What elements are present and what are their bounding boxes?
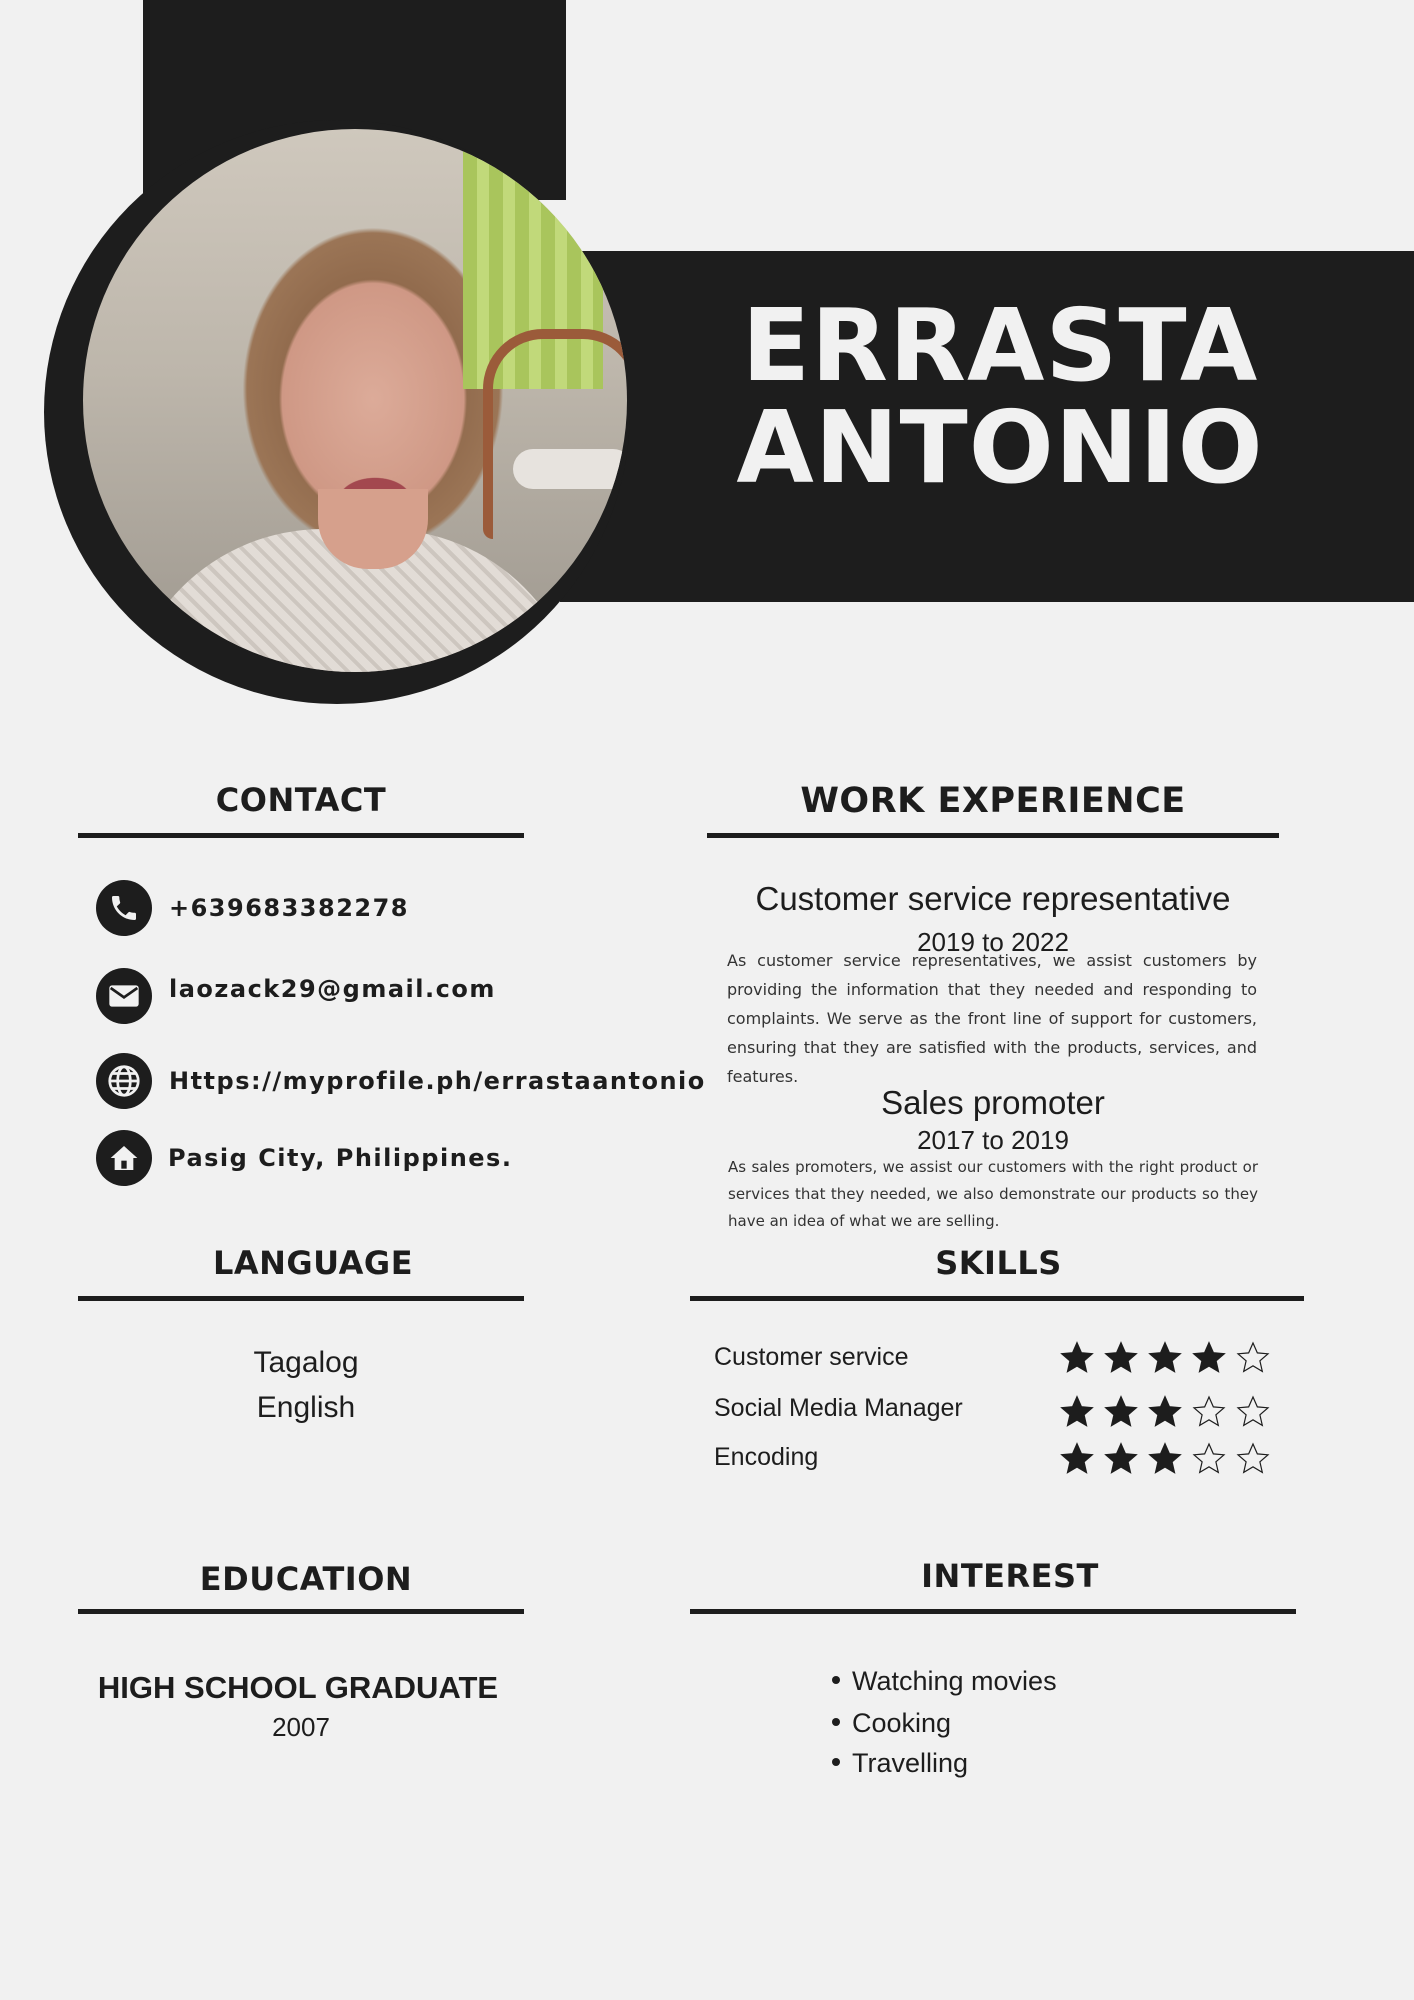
skill-name: Customer service xyxy=(714,1343,909,1371)
star-filled-icon xyxy=(1147,1340,1183,1376)
star-filled-icon xyxy=(1103,1340,1139,1376)
job-title: Sales promoter xyxy=(881,1084,1105,1121)
education-year: 2007 xyxy=(272,1712,330,1742)
star-filled-icon xyxy=(1059,1441,1095,1477)
star-empty-icon xyxy=(1191,1441,1227,1477)
education-degree: HIGH SCHOOL GRADUATE xyxy=(97,1670,499,1705)
skill-name: Encoding xyxy=(714,1443,819,1471)
star-empty-icon xyxy=(1235,1441,1271,1477)
star-filled-icon xyxy=(1059,1394,1095,1430)
star-filled-icon xyxy=(1059,1340,1095,1376)
job-description: As customer service representatives, we assist customers by providing the information that they needed and responding to complaints. We serve as the front line of support for customers, ensuring that they are satisfied with the products, services, and features. xyxy=(727,951,1257,1086)
star-empty-icon xyxy=(1191,1394,1227,1430)
job-years: 2019 to 2022 xyxy=(917,927,1069,957)
star-filled-icon xyxy=(1147,1394,1183,1430)
contact-website[interactable]: Https://myprofile.ph/errastaantonio xyxy=(169,1067,706,1095)
skill-rating xyxy=(1059,1340,1271,1376)
interest-heading: INTEREST xyxy=(921,1557,1099,1595)
star-empty-icon xyxy=(1235,1340,1271,1376)
envelope-icon xyxy=(96,968,152,1024)
star-empty-icon xyxy=(1235,1394,1271,1430)
name-last: ANTONIO xyxy=(736,389,1264,506)
job-description: As sales promoters, we assist our customers with the right product or services that they needed, we also demonstrate our products so they have an idea of what we are selling. xyxy=(728,1158,1258,1230)
contact-phone[interactable]: +639683382278 xyxy=(169,894,409,922)
skills-heading: SKILLS xyxy=(935,1244,1062,1282)
interest-item: Cooking xyxy=(832,1710,951,1737)
star-filled-icon xyxy=(1103,1394,1139,1430)
language-divider xyxy=(78,1296,524,1301)
star-filled-icon xyxy=(1147,1441,1183,1477)
language-item: English xyxy=(256,1391,356,1424)
star-filled-icon xyxy=(1191,1340,1227,1376)
globe-icon xyxy=(96,1053,152,1109)
phone-icon xyxy=(96,880,152,936)
skills-divider xyxy=(690,1296,1304,1301)
education-divider xyxy=(78,1609,524,1614)
work-experience-heading: WORK EXPERIENCE xyxy=(800,781,1186,821)
interest-item: Watching movies xyxy=(832,1668,1057,1695)
star-filled-icon xyxy=(1103,1441,1139,1477)
education-heading: EDUCATION xyxy=(199,1560,413,1598)
name-first: ERRASTA xyxy=(741,287,1259,404)
skill-rating xyxy=(1059,1394,1271,1430)
language-item: Tagalog xyxy=(253,1346,359,1379)
home-icon xyxy=(96,1130,152,1186)
contact-heading: CONTACT xyxy=(215,781,387,819)
job-title: Customer service representative xyxy=(755,880,1231,917)
skill-rating xyxy=(1059,1441,1271,1477)
language-heading: LANGUAGE xyxy=(212,1244,414,1282)
interest-item: Travelling xyxy=(832,1750,968,1777)
job-years: 2017 to 2019 xyxy=(917,1125,1069,1155)
contact-email[interactable]: laozack29@gmail.com xyxy=(169,975,496,1003)
work-experience-divider xyxy=(707,833,1279,838)
profile-photo xyxy=(83,129,627,672)
contact-address: Pasig City, Philippines. xyxy=(168,1144,513,1172)
interest-divider xyxy=(690,1609,1296,1614)
contact-divider xyxy=(78,833,524,838)
skill-name: Social Media Manager xyxy=(714,1394,963,1422)
